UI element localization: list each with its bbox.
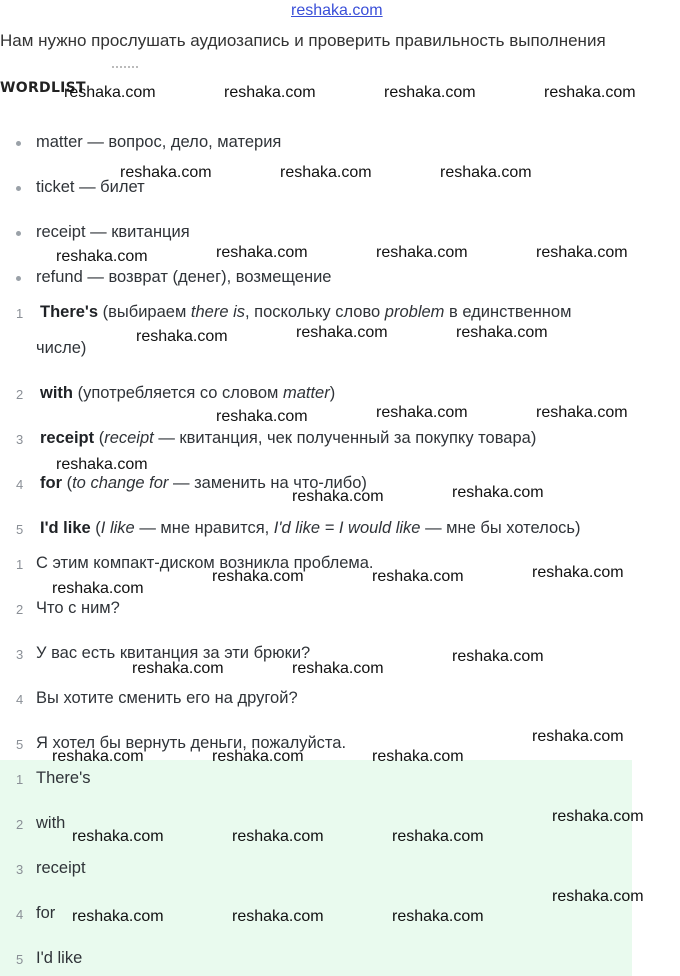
watermark: reshaka.com <box>216 408 308 425</box>
explanation-item: for (to change for — заменить на что-либо) <box>40 474 367 492</box>
watermark: reshaka.com <box>452 648 544 665</box>
list-number: 5 <box>16 952 24 967</box>
watermark: reshaka.com <box>440 164 532 181</box>
watermark: reshaka.com <box>532 564 624 581</box>
explanation-item: with (употребляется со словом matter) <box>40 384 336 402</box>
list-number: 3 <box>16 647 24 662</box>
answer-item: I'd like <box>36 949 83 967</box>
explanation-continuation: числе) <box>36 339 87 357</box>
watermark: reshaka.com <box>372 748 464 765</box>
watermark: reshaka.com <box>372 568 464 585</box>
watermark: reshaka.com <box>52 580 144 597</box>
watermark: reshaka.com <box>136 328 228 345</box>
list-number: 1 <box>16 306 24 321</box>
watermark: reshaka.com <box>56 456 148 473</box>
watermark: reshaka.com <box>72 828 164 845</box>
watermark: reshaka.com <box>132 660 224 677</box>
watermark: reshaka.com <box>72 908 164 925</box>
explanation-item: I'd like (I like — мне нравится, I'd like = I would like — мне бы хотелось) <box>40 519 581 537</box>
answer-item: receipt <box>36 859 86 877</box>
cut-off-text-fragment <box>112 66 138 72</box>
watermark: reshaka.com <box>452 484 544 501</box>
translation-item: Я хотел бы вернуть деньги, пожалуйста. <box>36 734 347 752</box>
list-number: 1 <box>16 557 24 572</box>
bullet-icon <box>16 276 21 281</box>
list-number: 5 <box>16 737 24 752</box>
watermark: reshaka.com <box>64 84 156 101</box>
translation-item: Что с ним? <box>36 599 120 617</box>
list-number: 4 <box>16 477 24 492</box>
list-number: 2 <box>16 387 24 402</box>
translation-item: У вас есть квитанция за эти брюки? <box>36 644 311 662</box>
list-number: 3 <box>16 862 24 877</box>
wordlist-item: matter — вопрос, дело, материя <box>36 133 282 151</box>
wordlist-item: ticket — билет <box>36 178 145 196</box>
watermark: reshaka.com <box>392 908 484 925</box>
bullet-icon <box>16 141 21 146</box>
list-number: 5 <box>16 522 24 537</box>
watermark: reshaka.com <box>52 748 144 765</box>
watermark: reshaka.com <box>392 828 484 845</box>
watermark: reshaka.com <box>552 808 644 825</box>
watermark: reshaka.com <box>280 164 372 181</box>
translation-item: Вы хотите сменить его на другой? <box>36 689 298 707</box>
watermark: reshaka.com <box>56 248 148 265</box>
list-number: 2 <box>16 817 24 832</box>
watermark: reshaka.com <box>376 404 468 421</box>
wordlist-heading: WORDLIST <box>0 80 86 96</box>
bullet-icon <box>16 186 21 191</box>
answers-panel <box>0 760 632 976</box>
answer-item: for <box>36 904 56 922</box>
watermark: reshaka.com <box>456 324 548 341</box>
watermark: reshaka.com <box>216 244 308 261</box>
wordlist-item: refund — возврат (денег), возмещение <box>36 268 332 286</box>
list-number: 1 <box>16 772 24 787</box>
answer-item: with <box>36 814 66 832</box>
explanation-item: There's (выбираем there is, поскольку слово problem в единственном <box>40 303 572 321</box>
list-number: 4 <box>16 907 24 922</box>
watermark: reshaka.com <box>376 244 468 261</box>
watermark: reshaka.com <box>212 568 304 585</box>
watermark: reshaka.com <box>224 84 316 101</box>
bullet-icon <box>16 231 21 236</box>
list-number: 3 <box>16 432 24 447</box>
translation-item: С этим компакт-диском возникла проблема. <box>36 554 374 572</box>
watermark: reshaka.com <box>120 164 212 181</box>
watermark: reshaka.com <box>212 748 304 765</box>
watermark: reshaka.com <box>532 728 624 745</box>
watermark: reshaka.com <box>232 908 324 925</box>
watermark: reshaka.com <box>292 660 384 677</box>
watermark: reshaka.com <box>296 324 388 341</box>
list-number: 2 <box>16 602 24 617</box>
site-logo-link[interactable]: reshaka.com <box>291 2 383 19</box>
watermark: reshaka.com <box>544 84 636 101</box>
intro-text: Нам нужно прослушать аудиозапись и проверить правильность выполнения <box>0 31 606 50</box>
answer-item: There's <box>36 769 91 787</box>
list-number: 4 <box>16 692 24 707</box>
watermark: reshaka.com <box>292 488 384 505</box>
watermark: reshaka.com <box>384 84 476 101</box>
watermark: reshaka.com <box>232 828 324 845</box>
watermark: reshaka.com <box>552 888 644 905</box>
watermark: reshaka.com <box>536 244 628 261</box>
explanation-item: receipt (receipt — квитанция, чек полученный за покупку товара) <box>40 429 537 447</box>
wordlist-item: receipt — квитанция <box>36 223 190 241</box>
watermark: reshaka.com <box>536 404 628 421</box>
